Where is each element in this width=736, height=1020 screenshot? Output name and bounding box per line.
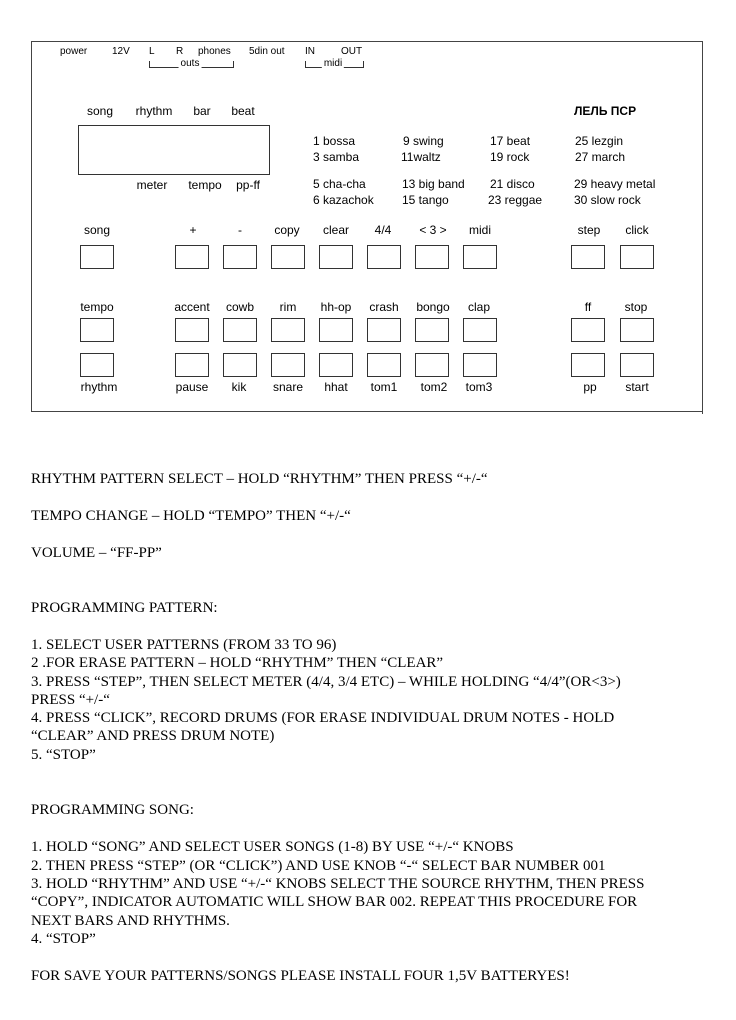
rhythm-list-item: 5 cha-cha [313, 177, 366, 191]
midi-button[interactable] [463, 245, 497, 269]
rim-button[interactable] [271, 318, 305, 342]
crash-button-label: crash [369, 300, 399, 314]
phones-label: phones [198, 46, 231, 57]
clear-button[interactable] [319, 245, 353, 269]
outs-group-label: outs [180, 58, 200, 69]
display-meter-label: meter [136, 178, 168, 192]
rhythm-list-item: 13 big band [402, 177, 465, 191]
clap-button[interactable] [463, 318, 497, 342]
start-button[interactable] [620, 353, 654, 377]
plus-button[interactable] [175, 245, 209, 269]
tempo-button[interactable] [80, 318, 114, 342]
song-step: 1. HOLD “SONG” AND SELECT USER SONGS (1-8) BY USE “+/-“ KNOBS [31, 839, 514, 855]
rhythm-button-label: rhythm [80, 380, 118, 394]
pattern-heading: PROGRAMMING PATTERN: [31, 600, 218, 616]
rhythm-list-item: 9 swing [403, 134, 444, 148]
triplet-button-label: < 3 > [419, 223, 447, 237]
rhythm-list-item: 29 heavy metal [574, 177, 656, 191]
midi-in-label: IN [305, 46, 315, 57]
accent-button[interactable] [175, 318, 209, 342]
tom2-button-label: tom2 [420, 380, 448, 394]
instruction-volume: VOLUME – “FF-PP” [31, 545, 162, 561]
midi-group-label: midi [323, 58, 343, 69]
12v-jack-label: 12V [112, 46, 130, 57]
click-button[interactable] [620, 245, 654, 269]
copy-button[interactable] [271, 245, 305, 269]
cowbell-button[interactable] [223, 318, 257, 342]
rhythm-list-item: 15 tango [402, 193, 449, 207]
song-step: 4. “STOP” [31, 931, 96, 947]
meter-4-4-button[interactable] [367, 245, 401, 269]
tom2-button[interactable] [415, 353, 449, 377]
step-button-label: step [577, 223, 601, 237]
rhythm-list-item: 30 slow rock [574, 193, 641, 207]
pattern-step: 1. SELECT USER PATTERNS (FROM 33 TO 96) [31, 637, 337, 653]
battery-note: FOR SAVE YOUR PATTERNS/SONGS PLEASE INSTALL FOUR 1,5V BATTERYES! [31, 968, 570, 984]
pause-button[interactable] [175, 353, 209, 377]
rhythm-list-item: 3 samba [313, 150, 360, 164]
clear-button-label: clear [322, 223, 350, 237]
rhythm-list-item: 21 disco [490, 177, 535, 191]
song-step: NEXT BARS AND RHYTHMS. [31, 913, 230, 929]
plus-button-label: + [189, 223, 197, 237]
led-display [78, 125, 270, 175]
display-rhythm-label: rhythm [135, 104, 173, 118]
tom3-button-label: tom3 [465, 380, 493, 394]
midi-out-label: OUT [341, 46, 363, 57]
display-song-label: song [86, 104, 114, 118]
pattern-step: PRESS “+/-“ [31, 692, 110, 708]
rim-button-label: rim [279, 300, 297, 314]
hihat-open-button-label: hh-op [320, 300, 352, 314]
step-button[interactable] [571, 245, 605, 269]
pattern-step: 5. “STOP” [31, 747, 96, 763]
song-heading: PROGRAMMING SONG: [31, 802, 194, 818]
hihat-button-label: hhat [324, 380, 348, 394]
out-r-label: R [176, 46, 184, 57]
rhythm-list-item: 25 lezgin [575, 134, 624, 148]
crash-button[interactable] [367, 318, 401, 342]
panel-edge-tick [702, 404, 703, 414]
din-out-label: 5din out [249, 46, 285, 57]
ff-button-label: ff [584, 300, 592, 314]
triplet-button[interactable] [415, 245, 449, 269]
rhythm-button[interactable] [80, 353, 114, 377]
out-l-label: L [149, 46, 155, 57]
snare-button[interactable] [271, 353, 305, 377]
clap-button-label: clap [467, 300, 491, 314]
click-button-label: click [625, 223, 649, 237]
ff-button[interactable] [571, 318, 605, 342]
song-button[interactable] [80, 245, 114, 269]
model-name: ЛЕЛЬ ПСР [574, 104, 637, 118]
song-step: “COPY”, INDICATOR AUTOMATIC WILL SHOW BAR 002. REPEAT THIS PROCEDURE FOR [31, 894, 638, 910]
rhythm-list-item: 17 beat [490, 134, 531, 148]
kick-button[interactable] [223, 353, 257, 377]
rhythm-list-item: 27 march [575, 150, 626, 164]
tempo-button-label: tempo [80, 300, 114, 314]
rhythm-list-item: 6 kazachok [313, 193, 374, 207]
display-beat-label: beat [231, 104, 255, 118]
tom3-button[interactable] [463, 353, 497, 377]
cowbell-button-label: cowb [225, 300, 255, 314]
rhythm-list-item: 1 bossa [313, 134, 356, 148]
stop-button[interactable] [620, 318, 654, 342]
minus-button-label: - [238, 223, 242, 237]
accent-button-label: accent [174, 300, 210, 314]
hihat-open-button[interactable] [319, 318, 353, 342]
pattern-step: 2 .FOR ERASE PATTERN – HOLD “RHYTHM” THEN “CLEAR” [31, 655, 444, 671]
minus-button[interactable] [223, 245, 257, 269]
start-button-label: start [625, 380, 649, 394]
display-tempo-label: tempo [188, 178, 222, 192]
pattern-step: 4. PRESS “CLICK”, RECORD DRUMS (FOR ERASE INDIVIDUAL DRUM NOTES - HOLD [31, 710, 615, 726]
rhythm-list-item: 19 rock [490, 150, 530, 164]
snare-button-label: snare [272, 380, 304, 394]
pattern-step: “CLEAR” AND PRESS DRUM NOTE) [31, 728, 275, 744]
midi-button-label: midi [468, 223, 492, 237]
bongo-button-label: bongo [416, 300, 450, 314]
tom1-button[interactable] [367, 353, 401, 377]
song-step: 3. HOLD “RHYTHM” AND USE “+/-“ KNOBS SELECT THE SOURCE RHYTHM, THEN PRESS [31, 876, 645, 892]
rhythm-list-item: 23 reggae [488, 193, 543, 207]
display-bar-label: bar [193, 104, 211, 118]
display-ppff-label: pp-ff [236, 178, 260, 192]
bongo-button[interactable] [415, 318, 449, 342]
instruction-tempo-change: TEMPO CHANGE – HOLD “TEMPO” THEN “+/-“ [31, 508, 351, 524]
song-step: 2. THEN PRESS “STEP” (OR “CLICK”) AND USE KNOB “-“ SELECT BAR NUMBER 001 [31, 858, 606, 874]
meter-4-4-button-label: 4/4 [374, 223, 392, 237]
copy-button-label: copy [274, 223, 300, 237]
pattern-step: 3. PRESS “STEP”, THEN SELECT METER (4/4, 3/4 ETC) – WHILE HOLDING “4/4”(OR<3>) [31, 674, 621, 690]
rhythm-list-item: 11waltz [401, 150, 441, 164]
song-button-label: song [83, 223, 111, 237]
instruction-rhythm-select: RHYTHM PATTERN SELECT – HOLD “RHYTHM” THEN PRESS “+/-“ [31, 471, 488, 487]
power-jack-label: power [60, 46, 88, 57]
pp-button-label: pp [583, 380, 597, 394]
stop-button-label: stop [624, 300, 648, 314]
kick-button-label: kik [231, 380, 247, 394]
pause-button-label: pause [175, 380, 209, 394]
pp-button[interactable] [571, 353, 605, 377]
hihat-button[interactable] [319, 353, 353, 377]
tom1-button-label: tom1 [370, 380, 398, 394]
